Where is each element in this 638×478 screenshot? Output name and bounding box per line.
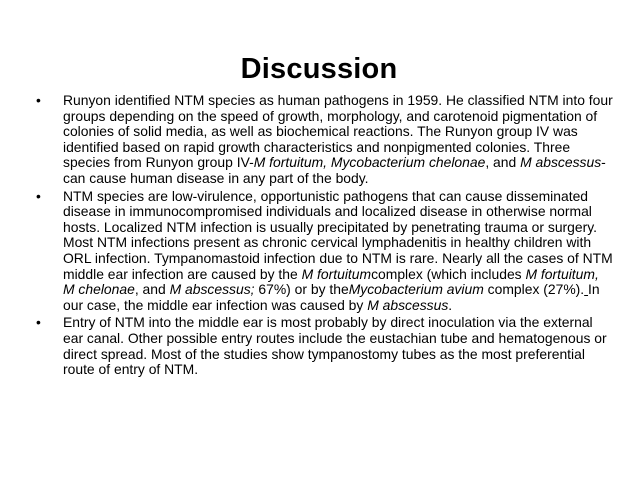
bullet-item bbox=[36, 93, 614, 187]
bullet-dot-icon: • bbox=[36, 92, 41, 108]
bullet-text-segment: . bbox=[448, 296, 453, 313]
bullet-dot-icon: • bbox=[36, 314, 41, 331]
bullet-item bbox=[36, 315, 614, 377]
bullet-text-segment: -can cause human disease in any part of the body. bbox=[63, 154, 606, 186]
bullet-text-segment: M abscessus; bbox=[169, 281, 255, 298]
bullet-text-segment: complex (which includes bbox=[371, 265, 526, 282]
bullet-text-segment: Entry of NTM into the middle ear is most probably by direct inoculation via the external ear canal. Other possible entry routes include the eustachian tube and hematogenous or direct spread. Most of the studies show tympanostomy tubes as the most preferential route of entry of NTM. bbox=[63, 314, 607, 378]
bullet-text-segment: In our case, the middle ear infection was caused by bbox=[63, 281, 600, 313]
bullet-text-segment: M abscessus bbox=[367, 296, 449, 313]
bullet-text-segment: M abscessus bbox=[520, 154, 602, 171]
bullet-text-segment: M fortuitum, Mycobacterium chelonae bbox=[253, 154, 486, 171]
bullet-text-segment: Mycobacterium avium bbox=[348, 281, 484, 298]
bullet-item bbox=[36, 189, 614, 314]
bullet-text-segment: M fortuitum bbox=[301, 265, 372, 282]
bullet-text-segment: NTM species are low-virulence, opportunistic pathogens that can cause disseminated disease in immunocompromised individuals and localized disease in otherwise normal hosts. Localized NTM infection is usually precipitated by penetrating trauma or surgery. Most NTM infections present as chronic cervical lymphadenitis in healthy children with ORL infection. Tympanomastoid infection due to NTM is rare. Nearly all the cases of NTM middle ear infection are caused by the bbox=[63, 187, 613, 282]
bullet-text-segment: M fortuitum, M chelonae bbox=[63, 265, 599, 298]
bullet-list bbox=[36, 93, 614, 380]
bullet-dot-icon: • bbox=[36, 187, 41, 204]
bullet-text-segment: , and bbox=[134, 281, 170, 298]
bullet-text-segment: , and bbox=[485, 154, 521, 171]
bullet-text-segment: Runyon identified NTM species as human pathogens in 1959. He classified NTM into four groups depending on the speed of growth, morphology, and carotenoid pigmentation of colonies of solid media, as well as biochemical reactions. The Runyon group IV was identified based on rapid growth characteristics and nonpigmented colonies. Three species from Runyon group IV- bbox=[63, 92, 613, 171]
slide-title: Discussion bbox=[240, 53, 398, 85]
bullet-text-segment: complex (27%). bbox=[483, 281, 585, 298]
bullet-text-segment: 67%) or by the bbox=[254, 281, 349, 298]
